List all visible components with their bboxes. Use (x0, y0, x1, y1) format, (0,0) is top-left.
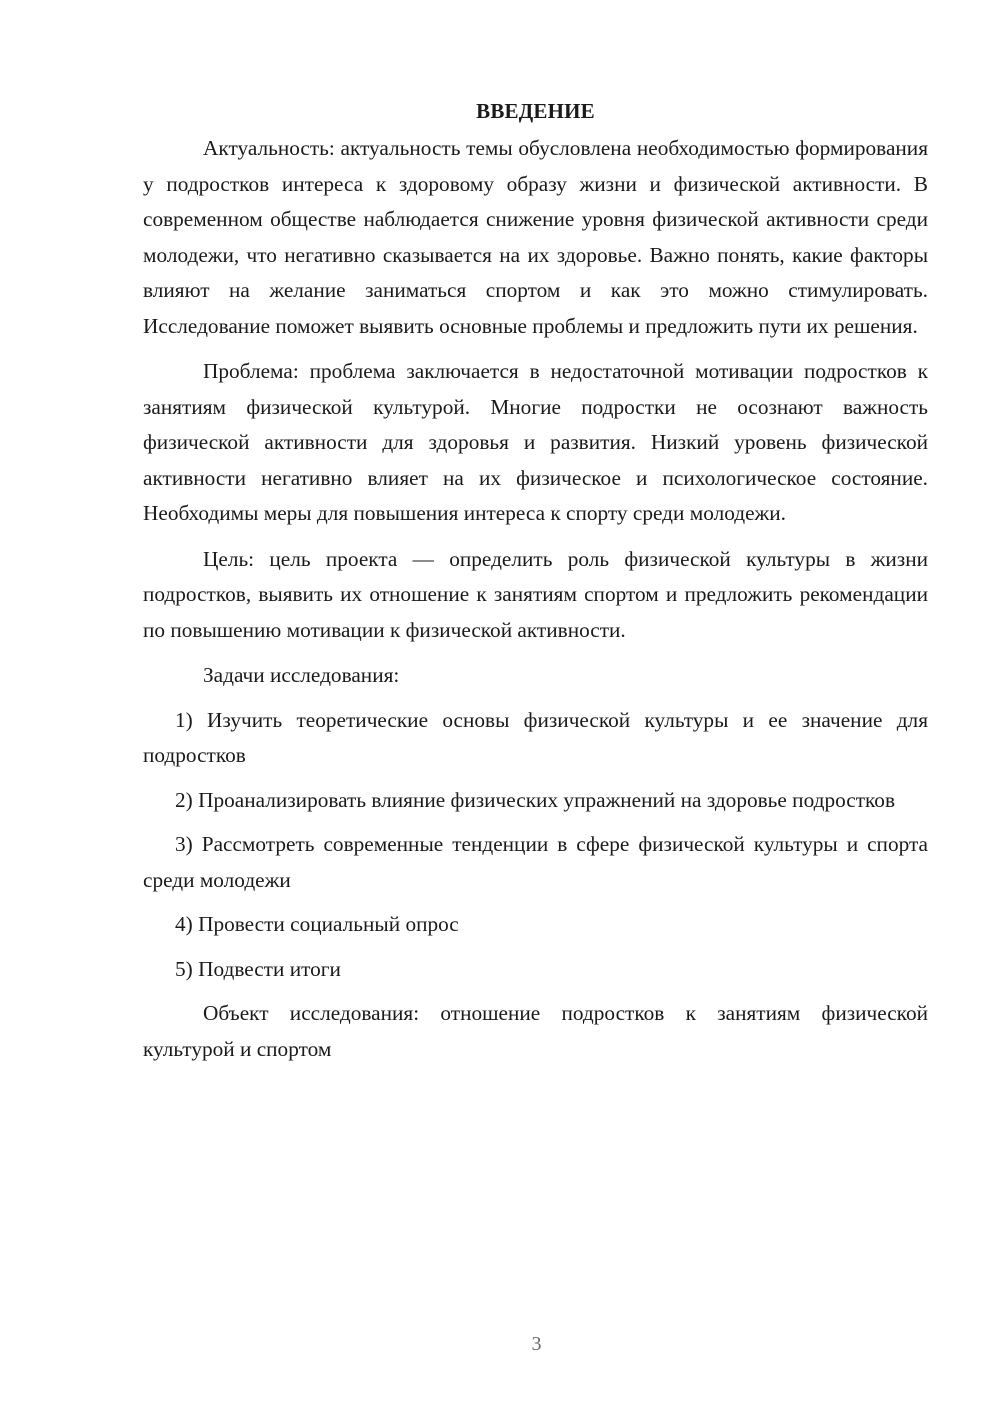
relevance-paragraph: Актуальность: актуальность темы обусловлена необходимостью формирования у подростков интереса к здоровому образу жизни и физической активности. В современном обществе наблюдается снижение уровня физической активности среди молодежи, что негативно сказывается на их здоровье. Важно понять, какие факторы влияют на желание заниматься спортом и как это можно стимулировать. Исследование поможет выявить основные проблемы и предложить пути их решения. (143, 136, 928, 338)
tasks-list (143, 703, 928, 988)
page-number: 3 (531, 1333, 542, 1355)
task-item-2: 2) Проанализировать влияние физических упражнений на здоровье подростков (175, 787, 895, 812)
goal-paragraph: Цель: цель проекта — определить роль физической культуры в жизни подростков, выявить их отношение к занятиям спортом и предложить рекомендации по повышению мотивации к физической активности. (143, 546, 928, 642)
page-title: ВВЕДЕНИЕ (476, 99, 595, 123)
task-item-3: 3) Рассмотреть современные тенденции в сфере физической культуры и спорта среди молодежи (143, 832, 928, 892)
text-column (143, 94, 928, 1077)
task-item-5: 5) Подвести итоги (175, 956, 341, 981)
task-item-1: 1) Изучить теоретические основы физической культуры и ее значение для подростков (143, 707, 928, 767)
object-paragraph: Объект исследования: отношение подростков к занятиям физической культурой и спортом (143, 1001, 928, 1061)
problem-paragraph: Проблема: проблема заключается в недостаточной мотивации подростков к занятиям физической культурой. Многие подростки не осознают важность физической активности для здоровья и развития. Низкий уровень физической активности негативно влияет на их физическое и психологическое состояние. Необходимы меры для повышения интереса к спорту среди молодежи. (143, 359, 928, 525)
task-item-4: 4) Провести социальный опрос (175, 912, 459, 936)
tasks-heading: Задачи исследования: (203, 663, 400, 687)
